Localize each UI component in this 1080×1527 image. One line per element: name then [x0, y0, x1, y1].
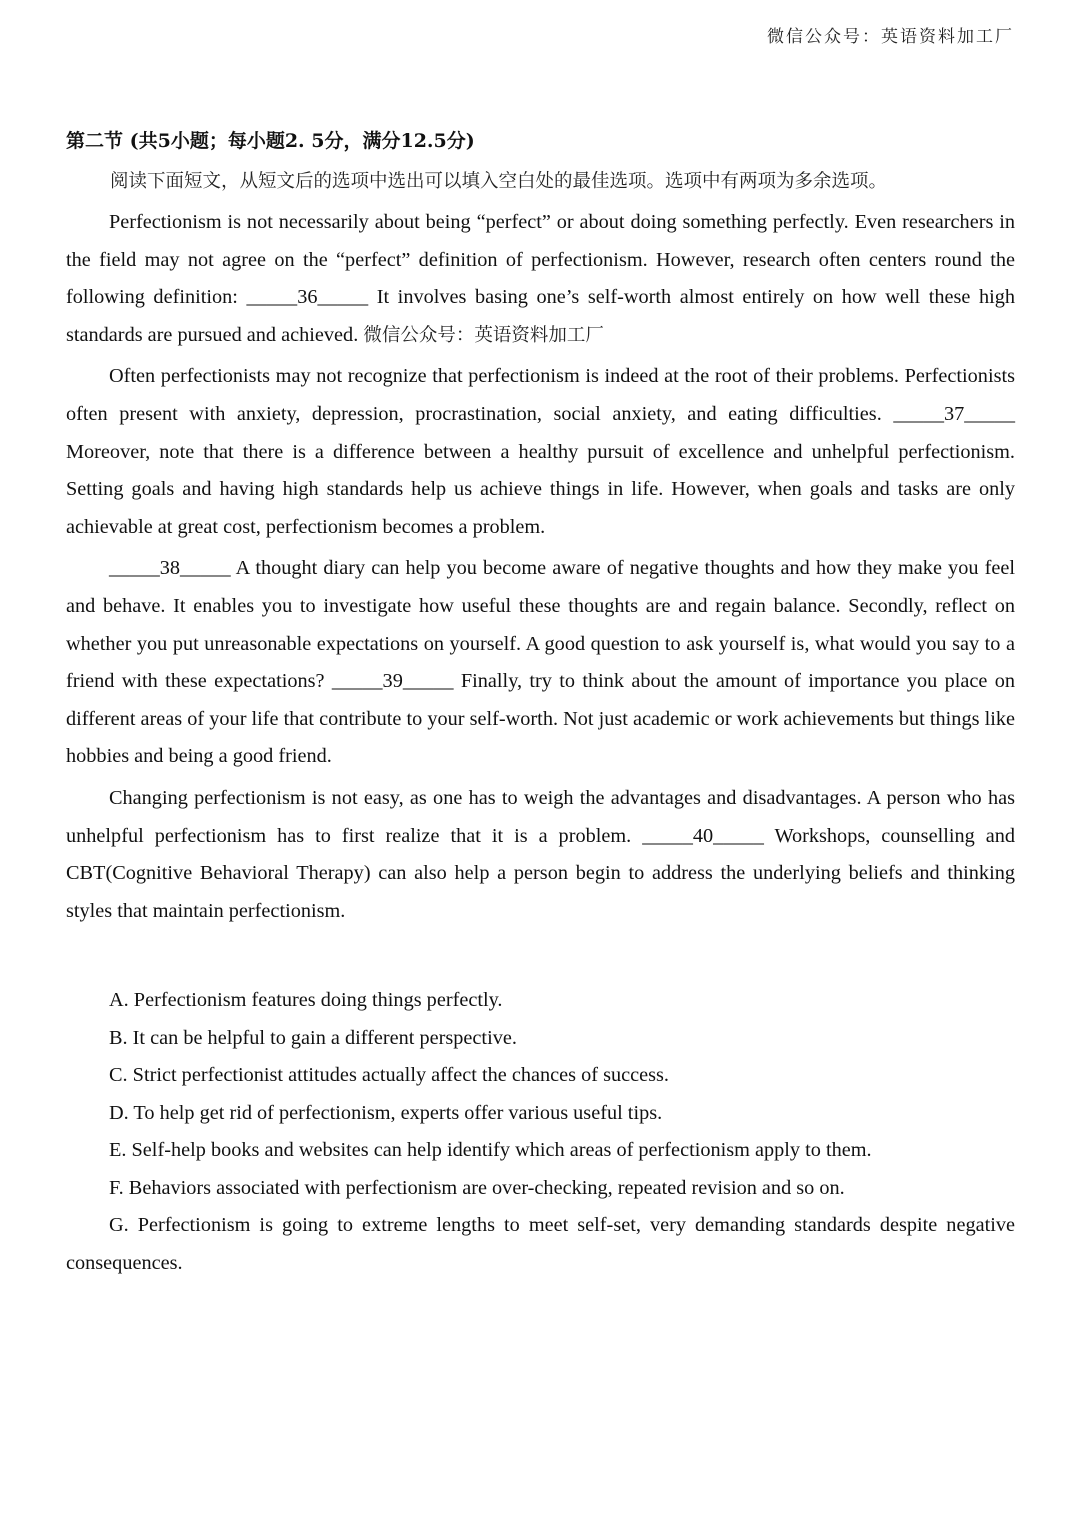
inline-watermark: 微信公众号：英语资料加工厂 [363, 324, 604, 346]
blank-37: _____37_____ [893, 402, 1015, 425]
paragraph-4-text-a: Changing perfectionism is not easy, as one has to weigh the advantages and disadvantages. A person who has unhelpful perfectionism has to first realize that it is a problem. [66, 786, 1015, 847]
option-g: G. Perfectionism is going to extreme lengths to meet self-set, very demanding standards despite negative consequences. [66, 1214, 1015, 1274]
option-a: A. Perfectionism features doing things perfectly. [109, 989, 503, 1012]
blank-40: _____40_____ [642, 824, 764, 847]
paragraph-4 [66, 780, 1015, 930]
option-b: B. It can be helpful to gain a different perspective. [109, 1026, 517, 1049]
blank-39: _____39_____ [331, 670, 454, 693]
paragraph-3 [66, 550, 1015, 776]
option-f: F. Behaviors associated with perfectionism are over-checking, repeated revision and so on. [109, 1176, 845, 1199]
section-title: 第二节 (共5小题；每小题2. 5分，满分12.5分) [66, 130, 475, 152]
options-list [66, 982, 1015, 1282]
paragraph-4-text-b: Workshops, counselling and CBT(Cognitive Behavioral Therapy) can also help a person begin to address the underlying beliefs and thinking styles that maintain perfectionism. [66, 824, 1016, 922]
option-d: D. To help get rid of perfectionism, experts offer various useful tips. [109, 1101, 663, 1124]
blank-36: _____36_____ [246, 286, 369, 309]
paragraph-1-text-b: It involves basing one’s self-worth almost entirely on how well these high standards are pursued and achieved. [66, 286, 1016, 346]
blank-38: _____38_____ [109, 557, 231, 580]
paragraph-3-text-b: Finally, try to think about the amount of importance you place on different areas of your life that contribute to your self-worth. Not just academic or work achievements but things like hobbies and being a good friend. [66, 670, 1015, 768]
paragraph-2-text-a: Often perfectionists may not recognize that perfectionism is indeed at the root of their problems. Perfectionists often present with anxiety, depression, procrastination, social anxiety, and eating difficulties. [66, 365, 1015, 425]
paragraph-2-text-b: Moreover, note that there is a difference between a healthy pursuit of excellence and unhelpful perfectionism. Setting goals and having high standards help us achieve things in life. However, when goals and tasks are only achievable at great cost, perfectionism becomes a problem. [66, 440, 1015, 538]
paragraph-1 [66, 204, 1015, 354]
content [66, 126, 1015, 1282]
paragraph-3-text-a: A thought diary can help you become aware of negative thoughts and how they make you feel and behave. It enables you to investigate how useful these thoughts are and regain balance. Secondly, reflect on whether you put unreasonable expectations on yourself. A good question to ask yourself is, what would you say to a friend with these expectations? [66, 557, 1015, 693]
instructions: 阅读下面短文，从短文后的选项中选出可以填入空白处的最佳选项。选项中有两项为多余选项。 [110, 171, 888, 192]
paragraph-1-text-a: Perfectionism is not necessarily about being “perfect” or about doing something perfectly. Even researchers in the field may not agree on the “perfect” definition of perfectionism. However, research often centers round the following definition: [66, 211, 1015, 309]
header-watermark: 微信公众号：英语资料加工厂 [767, 27, 1014, 47]
option-e: E. Self-help books and websites can help identify which areas of perfectionism apply to them. [109, 1139, 872, 1162]
paragraph-2 [66, 358, 1015, 546]
option-c: C. Strict perfectionist attitudes actually affect the chances of success. [109, 1064, 669, 1087]
